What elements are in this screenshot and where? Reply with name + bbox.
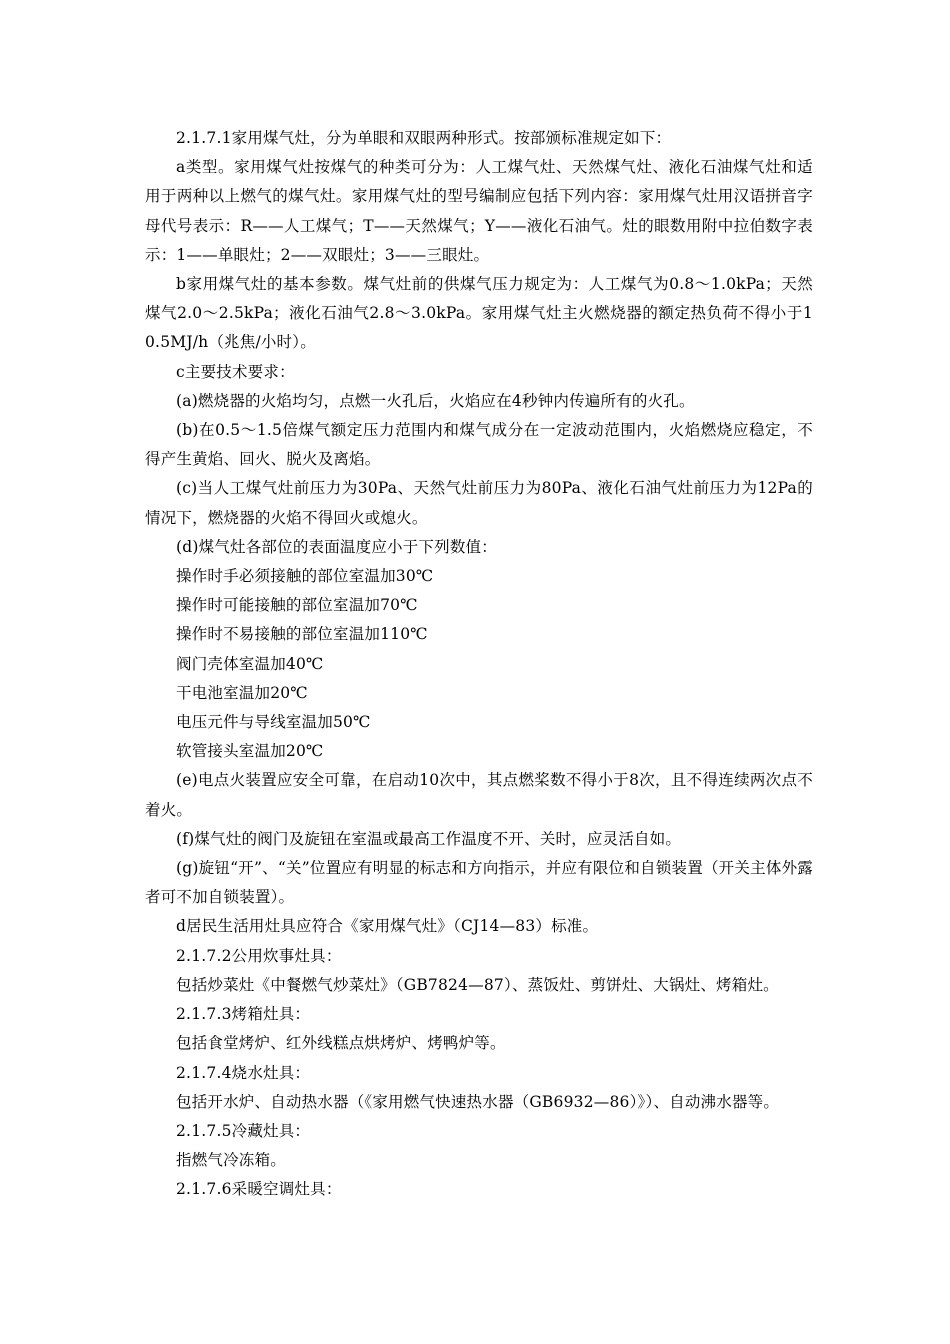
section-body-2-1-7-5: 指燃气冷冻箱。 <box>176 1151 286 1170</box>
paragraph-a-types: a类型。家用煤气灶按煤气的种类可分为：人工煤气灶、天然煤气灶、液化石油煤气灶和适用于两种以上燃气的煤气灶。家用煤气灶的型号编制应包括下列内容：家用煤气灶用汉语拼音字母代号表示：R——人工煤气；T——天然煤气；Y——液化石油气。灶的眼数用附中拉伯数字表示：1——单眼灶；2——双眼灶；3——三眼灶。 <box>145 158 813 264</box>
section-body-2-1-7-4: 包括开水炉、自动热水器（《家用燃气快速热水器（GB6932—86）》）、自动沸水器等。 <box>176 1092 780 1111</box>
section-heading-2-1-7-6: 2.1.7.6采暖空调灶具： <box>176 1180 342 1199</box>
temperature-item: 干电池室温加20℃ <box>176 683 308 702</box>
section-heading-2-1-7-2: 2.1.7.2公用炊事灶具： <box>176 946 342 965</box>
temperature-item: 操作时手必须接触的部位室温加30℃ <box>176 567 434 586</box>
temperature-item: 电压元件与导线室温加50℃ <box>176 713 371 732</box>
document-body <box>145 124 813 1205</box>
requirement-a: (a)燃烧器的火焰均匀，点燃一火孔后，火焰应在4秒钟内传遍所有的火孔。 <box>176 391 695 410</box>
requirement-d: (d)煤气灶各部位的表面温度应小于下列数值： <box>176 537 497 556</box>
temperature-item: 操作时可能接触的部位室温加70℃ <box>176 596 418 615</box>
section-heading-2-1-7-4: 2.1.7.4烧水灶具： <box>176 1063 311 1082</box>
temperature-item: 软管接头室温加20℃ <box>176 742 324 761</box>
requirement-e: (e)电点火装置应安全可靠，在启动10次中，其点燃桨数不得小于8次，且不得连续两次点不着火。 <box>145 771 813 819</box>
paragraph-c-requirements-heading: c主要技术要求： <box>176 362 295 381</box>
requirement-b: (b)在0.5～1.5倍煤气额定压力范围内和煤气成分在一定波动范围内，火焰燃烧应稳定，不得产生黄焰、回火、脱火及离焰。 <box>145 421 813 469</box>
paragraph-d-standard: d居民生活用灶具应符合《家用煤气灶》（CJ14—83）标准。 <box>176 917 599 936</box>
section-body-2-1-7-3: 包括食堂烤炉、红外线糕点烘烤炉、烤鸭炉等。 <box>176 1034 506 1053</box>
requirement-g: (g)旋钮“开”、“关”位置应有明显的标志和方向指示，并应有限位和自锁装置（开关主体外露者可不加自锁装置）。 <box>145 859 813 907</box>
section-body-2-1-7-2: 包括炒菜灶《中餐燃气炒菜灶》（GB7824—87）、蒸饭灶、剪饼灶、大锅灶、烤箱灶。 <box>176 975 779 994</box>
temperature-item: 阀门壳体室温加40℃ <box>176 654 324 673</box>
section-heading-2-1-7-1: 2.1.7.1家用煤气灶，分为单眼和双眼两种形式。按部颁标准规定如下： <box>176 129 672 147</box>
section-heading-2-1-7-3: 2.1.7.3烤箱灶具： <box>176 1005 311 1024</box>
temperature-item: 操作时不易接触的部位室温加110℃ <box>176 625 428 644</box>
requirement-c: (c)当人工煤气灶前压力为30Pa、天然气灶前压力为80Pa、液化石油气灶前压力为12Pa的情况下，燃烧器的火焰不得回火或熄火。 <box>145 479 813 527</box>
section-heading-2-1-7-5: 2.1.7.5冷藏灶具： <box>176 1121 311 1140</box>
requirement-f: (f)煤气灶的阀门及旋钮在室温或最高工作温度不开、关时，应灵活自如。 <box>176 829 682 848</box>
paragraph-b-parameters: b家用煤气灶的基本参数。煤气灶前的供煤气压力规定为：人工煤气为0.8～1.0kPa；天然煤气2.0～2.5kPa；液化石油气2.8～3.0kPa。家用煤气灶主火燃烧器的额定热负荷不得小于10.5MJ/h（兆焦/小时）。 <box>145 275 813 352</box>
